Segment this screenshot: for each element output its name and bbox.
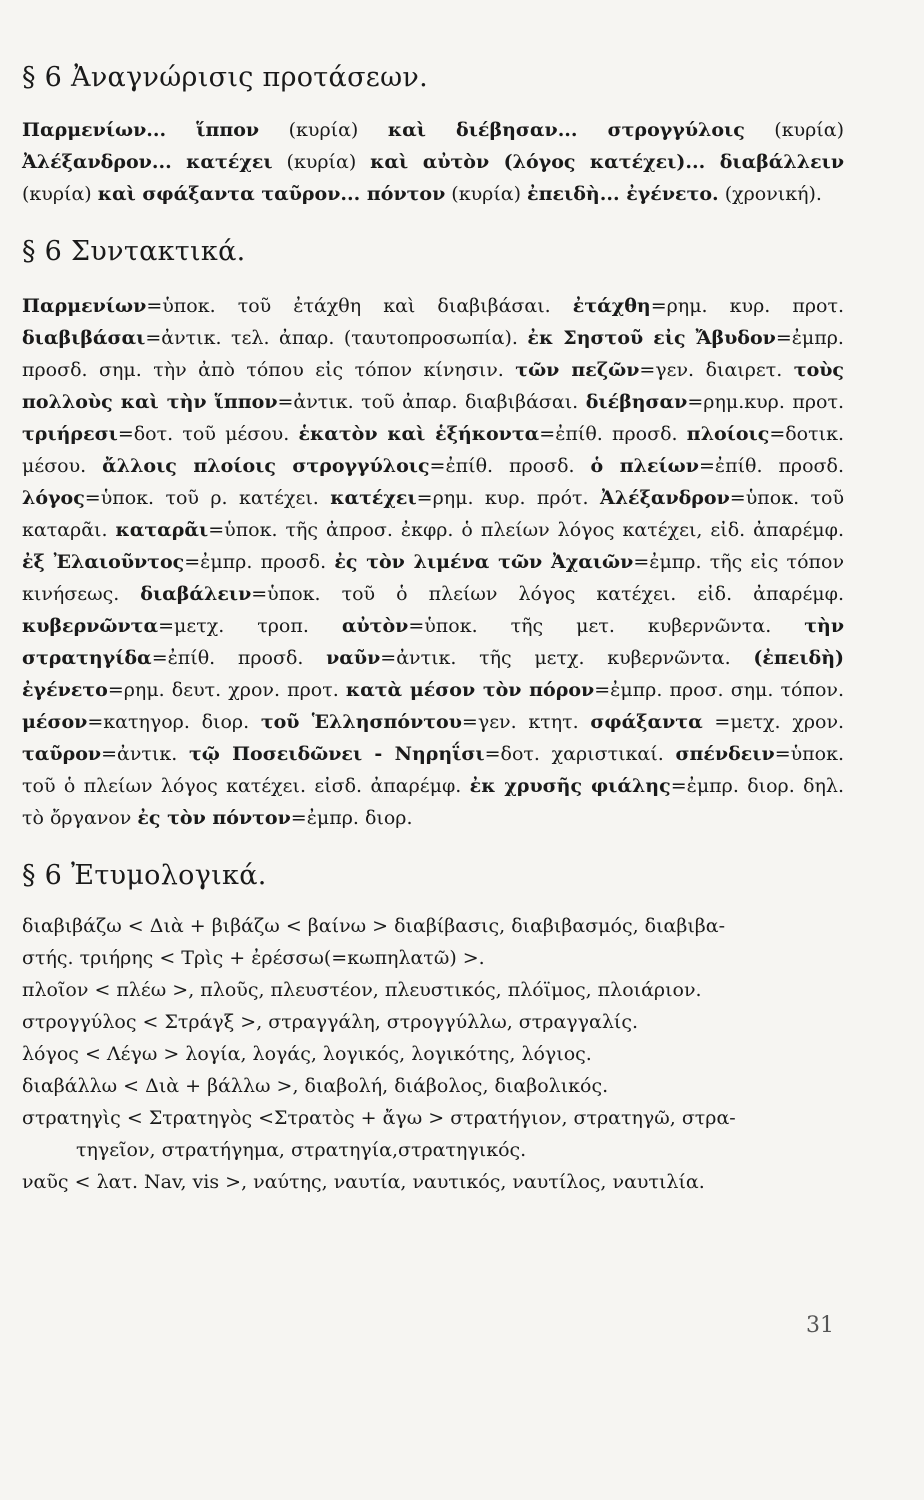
annotation-text: =μετχ. τροπ. [158, 615, 342, 637]
bold-term: τοὺς πολλοὺς καὶ τὴν ἵππον [22, 359, 844, 413]
annotation-text: =ἐμπρ. προσδ. [184, 551, 335, 573]
annotation-text: =ρημ. κυρ. πρότ. [416, 487, 600, 509]
annotation-text: (κυρία) [22, 183, 98, 205]
annotation-text: =δοτ. χαριστικαί. [484, 743, 676, 765]
annotation-text: =ἐμπρ. τῆς εἰς τόπον κινήσεως. [22, 551, 844, 605]
bold-term: τοῦ Ἑλλησπόντου [260, 711, 462, 733]
bold-term: ἐκ Σηστοῦ εἰς Ἄβυδον [527, 327, 776, 349]
bold-term: λόγος [22, 487, 85, 509]
section-heading-syntax: § 6 Συντακτικά. [22, 236, 246, 267]
annotation-text: =ἐμπρ. διορ. [290, 807, 413, 829]
bold-term: Ἀλέξανδρον [599, 487, 730, 509]
syntax-paragraph [22, 290, 844, 834]
bold-term: διαβάλειν [140, 583, 252, 605]
annotation-text: =ὑποκ. τοῦ ὁ πλείων λόγος κατέχει. εἰδ. ἀπαρέμφ. [251, 583, 844, 605]
bold-term: μέσον [22, 711, 88, 733]
bold-term: ἐς τὸν πόντον [137, 807, 291, 829]
annotation-text: =ὑποκ. τῆς ἀπροσ. ἐκφρ. ὁ πλείων λόγος κατέχει, εἰδ. ἀπαρέμφ. [208, 519, 844, 541]
annotation-text: =ὑποκ. τοῦ καταρᾶι. [22, 487, 844, 541]
annotation-text: (χρονική). [718, 183, 822, 205]
etymology-line: διαβάλλω < Διὰ + βάλλω >, διαβολή, διάβολος, διαβολικός. [22, 1075, 609, 1097]
bold-term: τριήρεσι [22, 423, 118, 445]
bold-term: αὐτὸν [341, 615, 409, 637]
bold-term: διαβιβάσαι [22, 327, 146, 349]
annotation-text: =δοτ. τοῦ μέσου. [117, 423, 299, 445]
etymology-line: στής. τριήρης < Τρὶς + ἐρέσσω(=κωπηλατῶ) >. [22, 947, 485, 969]
annotation-text: =ἐμπρ. προσ. σημ. τόπον. [594, 679, 845, 701]
annotation-text: (κυρία) [272, 151, 371, 173]
etymology-line: στρατηγὶς < Στρατηγὸς <Στρατὸς + ἄγω > στρατήγιον, στρατηγῶ, στρα- [22, 1107, 736, 1129]
annotation-text: =ἐμπρ. διορ. δηλ. τὸ ὄργανον [22, 775, 844, 829]
annotation-text: =ὑποκ. τοῦ ἐτάχθη καὶ διαβιβάσαι. [146, 295, 573, 317]
etymology-line: τηγεῖον, στρατήγημα, στρατηγία,στρατηγικός. [76, 1139, 527, 1161]
bold-term: καὶ διέβησαν... στρογγύλοις [387, 119, 745, 141]
bold-term: τὴν στρατηγίδα [22, 615, 844, 669]
annotation-text: =ἐπίθ. προσδ. [539, 423, 687, 445]
bold-term: Παρμενίων... ἵππον [22, 119, 260, 141]
bold-term: καὶ σφάξαντα ταῦρον... πόντον [97, 183, 446, 205]
annotation-text: =ρημ.κυρ. προτ. [687, 391, 844, 413]
bold-term: ἄλλοις πλοίοις στρογγύλοις [102, 455, 430, 477]
bold-term: σπένδειν [675, 743, 775, 765]
annotation-text: =γεν. κτητ. [461, 711, 591, 733]
annotation-text: =ρημ. δευτ. χρον. προτ. [107, 679, 346, 701]
bold-term: τῶν πεζῶν [515, 359, 640, 381]
annotation-text: =ἐπίθ. προσδ. [151, 647, 327, 669]
etymology-line: στρογγύλος < Στράγξ >, στραγγάλη, στρογγύλλω, στραγγαλίς. [22, 1011, 639, 1033]
annotation-text: =ἀντικ. τελ. ἀπαρ. (ταυτοπροσωπία). [145, 327, 528, 349]
annotation-text: =ἀντικ. τῆς μετχ. κυβερνῶντα. [380, 647, 754, 669]
bold-term: ταῦρον [22, 743, 102, 765]
annotation-text: =ἐμπρ. προσδ. σημ. τὴν ἀπὸ τόπου εἰς τόπον κίνησιν. [22, 327, 844, 381]
bold-term: Ἀλέξανδρον... κατέχει [22, 151, 273, 173]
annotation-text: =ἀντικ. τοῦ ἀπαρ. διαβιβάσαι. [277, 391, 586, 413]
annotation-text: =ἀντικ. [101, 743, 189, 765]
page-number: 31 [806, 1313, 834, 1338]
bold-term: ἐκ χρυσῆς φιάλης [469, 775, 671, 797]
bold-term: ναῦν [326, 647, 381, 669]
etymology-list [22, 910, 844, 1198]
page-body [22, 58, 844, 1198]
section-heading-recognition: § 6 Ἀναγνώρισις προτάσεων. [22, 62, 429, 93]
etymology-line: λόγος < Λέγω > λογία, λογάς, λογικός, λογικότης, λόγιος. [22, 1043, 592, 1065]
annotation-text: =ὑποκ. τοῦ ρ. κατέχει. [84, 487, 331, 509]
bold-term: τῷ Ποσειδῶνει - Νηρηΐσι [188, 743, 485, 765]
bold-term: (ἐπειδὴ) ἐγένετο [22, 647, 844, 701]
annotation-text: (κυρία) [445, 183, 528, 205]
etymology-line: ναῦς < λατ. Nav, vis >, ναύτης, ναυτία, ναυτικός, ναυτίλος, ναυτιλία. [22, 1171, 705, 1193]
annotation-text: =κατηγορ. διορ. [87, 711, 261, 733]
annotation-text: =ἐπίθ. προσδ. [698, 455, 844, 477]
annotation-text: =ὑποκ. τῆς μετ. κυβερνῶντα. [408, 615, 805, 637]
bold-term: ἐς τὸν λιμένα τῶν Ἀχαιῶν [334, 551, 634, 573]
recognition-paragraph [22, 114, 844, 210]
bold-term: Παρμενίων [22, 295, 147, 317]
bold-term: καὶ αὐτὸν (λόγος κατέχει)... διαβάλλειν [370, 151, 844, 173]
etymology-line: πλοῖον < πλέω >, πλοῦς, πλευστέον, πλευστικός, πλόϊμος, πλοιάριον. [22, 979, 702, 1001]
annotation-text: =ρημ. κυρ. προτ. [650, 295, 844, 317]
annotation-text: =ὑποκ. τοῦ ὁ πλείων λόγος κατέχει. εἰσδ. ἀπαρέμφ. [22, 743, 844, 797]
bold-term: ἐπειδὴ... ἐγένετο. [527, 183, 719, 205]
bold-term: ἐξ Ἐλαιοῦντος [22, 551, 185, 573]
bold-term: ἑκατὸν καὶ ἑξήκοντα [298, 423, 540, 445]
etymology-line: διαβιβάζω < Διὰ + βιβάζω < βαίνω > διαβίβασις, διαβιβασμός, διαβιβα- [22, 915, 726, 937]
bold-term: κατὰ μέσον τὸν πόρον [345, 679, 595, 701]
annotation-text: =ἐπίθ. προσδ. [429, 455, 591, 477]
bold-term: κατέχει [330, 487, 417, 509]
annotation-text: (κυρία) [744, 119, 844, 141]
bold-term: κυβερνῶντα [22, 615, 159, 637]
bold-term: διέβησαν [585, 391, 688, 413]
annotation-text: =δοτικ. μέσου. [22, 423, 844, 477]
bold-term: πλοίοις [686, 423, 770, 445]
bold-term: σφάξαντα [590, 711, 703, 733]
annotation-text: =γεν. διαιρετ. [639, 359, 794, 381]
bold-term: καταρᾶι [115, 519, 209, 541]
section-heading-etymology: § 6 Ἐτυμολογικά. [22, 860, 267, 891]
annotation-text: =μετχ. χρον. [702, 711, 845, 733]
annotation-text: (κυρία) [259, 119, 388, 141]
bold-term: ὁ πλείων [590, 455, 699, 477]
bold-term: ἐτάχθη [572, 295, 651, 317]
